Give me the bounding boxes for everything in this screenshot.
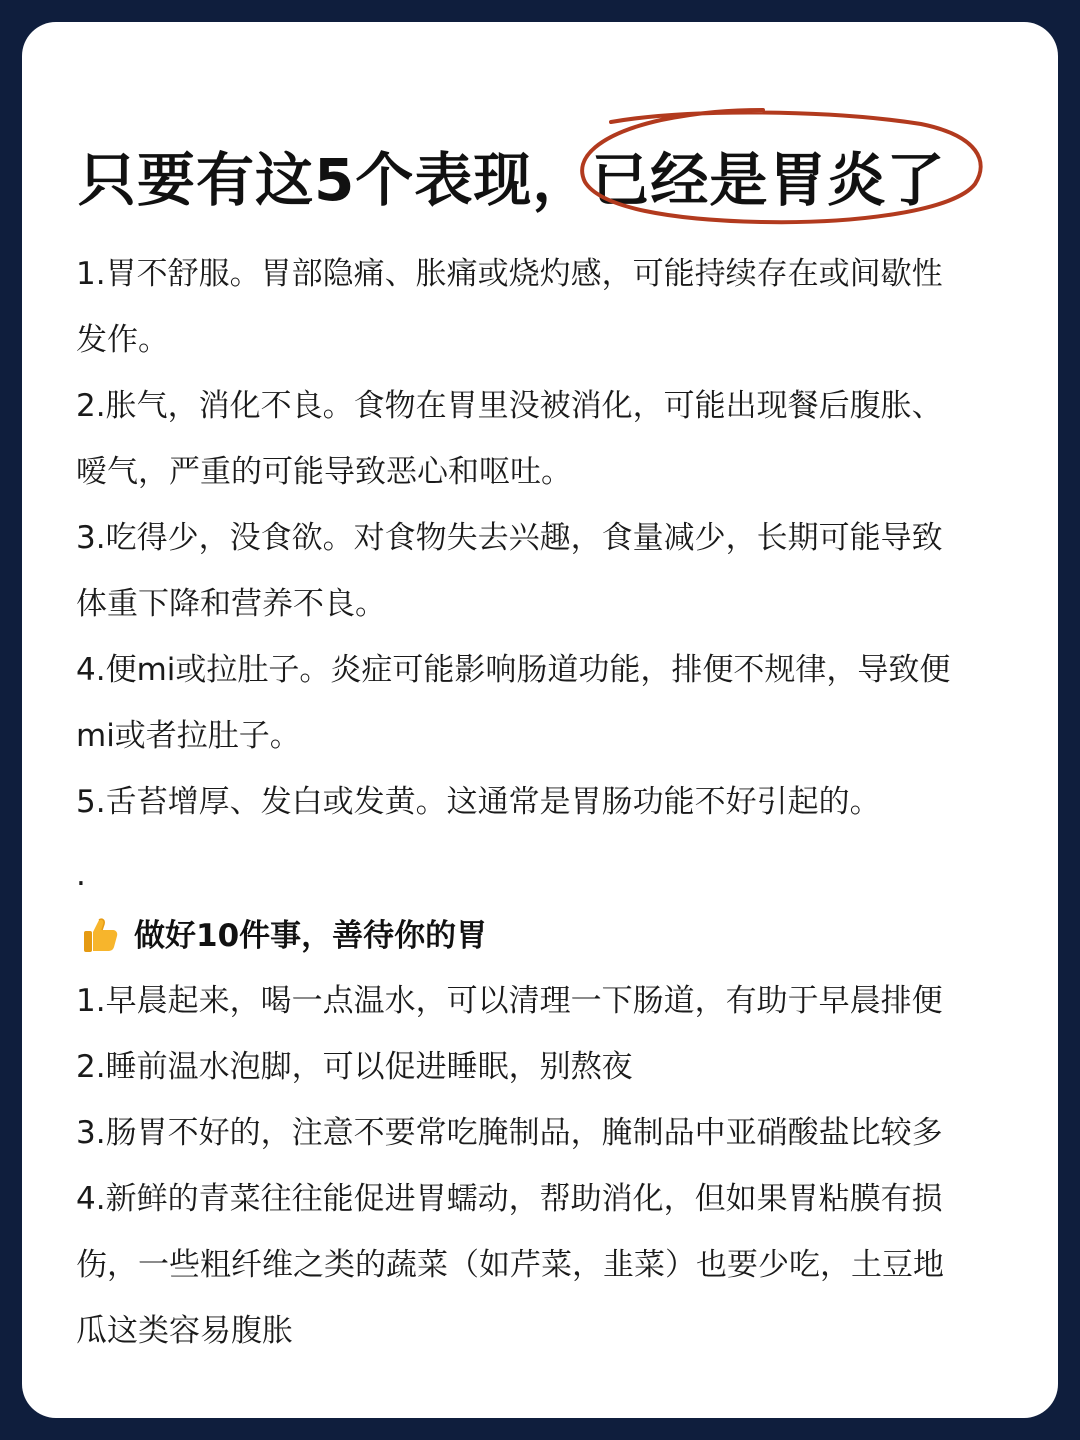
- thumbs-up-icon: [80, 914, 120, 954]
- symptom-line: 1.胃不舒服。胃部隐痛、胀痛或烧灼感，可能持续存在或间歇性: [76, 256, 943, 292]
- tip-line: 1.早晨起来，喝一点温水，可以清理一下肠道，有助于早晨排便: [76, 983, 943, 1019]
- content-card: [22, 22, 1058, 1418]
- symptom-line: mi或者拉肚子。: [76, 718, 301, 754]
- symptom-line: 嗳气，严重的可能导致恶心和呕吐。: [76, 454, 572, 490]
- tip-line: 2.睡前温水泡脚，可以促进睡眠，别熬夜: [76, 1049, 633, 1085]
- title-part-1: 只要有这5个表现，: [78, 146, 592, 214]
- tip-line: 4.新鲜的青菜往往能促进胃蠕动，帮助消化，但如果胃粘膜有损: [76, 1181, 943, 1217]
- tips-list: [76, 968, 1026, 1364]
- tips-heading: [80, 906, 487, 966]
- symptom-line: 发作。: [76, 322, 169, 358]
- tip-line: 3.肠胃不好的，注意不要常吃腌制品，腌制品中亚硝酸盐比较多: [76, 1115, 943, 1151]
- title-part-2: 已经是胃炎了: [591, 146, 946, 214]
- page-title: [78, 142, 945, 218]
- title-highlight: [591, 142, 945, 218]
- tip-line: 伤，一些粗纤维之类的蔬菜（如芹菜，韭菜）也要少吃，土豆地: [76, 1247, 944, 1283]
- symptom-line: 3.吃得少，没食欲。对食物失去兴趣，食量减少，长期可能导致: [76, 520, 943, 556]
- tip-line: 瓜这类容易腹胀: [76, 1313, 293, 1349]
- symptom-line: 4.便mi或拉肚子。炎症可能影响肠道功能，排便不规律，导致便: [76, 652, 951, 688]
- symptom-list: [76, 241, 1026, 835]
- symptom-line: 体重下降和营养不良。: [76, 586, 386, 622]
- symptom-line: 2.胀气，消化不良。食物在胃里没被消化，可能出现餐后腹胀、: [76, 388, 943, 424]
- tips-heading-text: 做好10件事，善待你的胃: [134, 918, 488, 954]
- symptom-line: 5.舌苔增厚、发白或发黄。这通常是胃肠功能不好引起的。: [76, 784, 881, 820]
- separator-dot: .: [76, 857, 86, 893]
